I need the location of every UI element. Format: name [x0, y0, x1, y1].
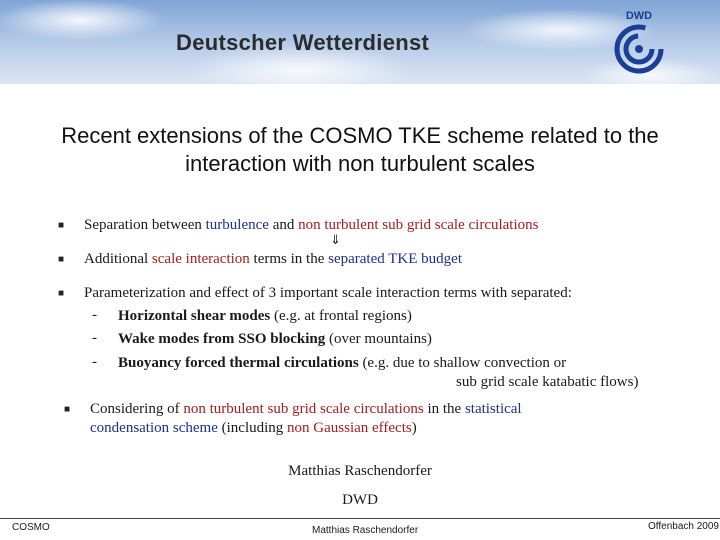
title-line-1: Recent extensions of the COSMO TKE scheme related to the: [61, 123, 659, 148]
bullet-marker: ■: [58, 254, 65, 265]
dash-marker: -: [92, 307, 97, 323]
logo-text: DWD: [625, 10, 653, 22]
title-line-2: interaction with non turbulent scales: [185, 151, 535, 176]
subitem-2-bold: Wake modes from SSO blocking: [118, 331, 326, 347]
subitem-2-rest: (over mountains): [325, 331, 432, 347]
presenter-name: Matthias Raschendorfer: [288, 463, 432, 479]
bullet-4-condensation: condensation scheme: [90, 420, 218, 436]
bullet-4-statistical: statistical: [464, 401, 522, 417]
bullet-4-text: Considering of: [90, 401, 184, 417]
bullet-1-text: Separation between: [84, 217, 206, 233]
bullet-4-text: (including: [217, 420, 288, 436]
subitem-2: [118, 330, 432, 349]
bullet-1-turbulence: turbulence: [205, 217, 269, 233]
bullet-4-text: in the: [423, 401, 465, 417]
dwd-logo: [614, 10, 664, 74]
bullet-1: [84, 216, 538, 235]
footer-center: Matthias Raschendorfer: [312, 525, 419, 536]
subitem-1-rest: (e.g. at frontal regions): [270, 308, 412, 324]
swirl-icon: [614, 24, 664, 74]
bullet-2-tke-budget: TKE budget: [388, 251, 462, 267]
brand-title: Deutscher Wetterdienst: [176, 30, 430, 55]
subitem-1: [118, 307, 412, 326]
bullet-marker: ■: [64, 404, 71, 415]
bullet-2-separated: separated: [328, 251, 385, 267]
bullet-4-non-gaussian: non Gaussian effects: [287, 420, 412, 436]
subitem-3: [118, 354, 566, 373]
bullet-4-text: ): [411, 420, 417, 436]
presenter-org: DWD: [342, 492, 378, 508]
bullet-2-text: terms in the: [249, 251, 329, 267]
bullet-2-text: Additional: [84, 251, 152, 267]
bullet-2-scale-interaction: scale interaction: [151, 251, 250, 267]
bullet-3-intro: Parameterization and effect of 3 important scale interaction terms with separated:: [84, 285, 572, 301]
subitem-1-bold: Horizontal shear modes: [118, 308, 271, 324]
bullet-4-line-2: [90, 419, 417, 438]
footer-right: Offenbach 2009: [648, 521, 719, 532]
bullet-marker: ■: [58, 288, 65, 299]
subitem-3-rest: (e.g. due to shallow convection or: [358, 355, 567, 371]
bullet-marker: ■: [58, 220, 65, 231]
bullet-1-circulations: non turbulent sub grid scale circulations: [298, 217, 539, 233]
bullet-4-line-1: [90, 400, 522, 419]
footer-divider: [0, 518, 720, 519]
dash-marker: -: [92, 330, 97, 346]
bullet-4-circulations: non turbulent sub grid scale circulations: [183, 401, 424, 417]
slide-title: [20, 122, 700, 178]
bullet-1-text: and: [268, 217, 299, 233]
bullet-2: [84, 250, 462, 269]
dash-marker: -: [92, 354, 97, 370]
subitem-3-bold: Buoyancy forced thermal circulations: [118, 355, 359, 371]
footer-left: COSMO: [12, 522, 50, 533]
down-arrow-icon: ⇓: [330, 232, 341, 247]
header-banner: [0, 0, 720, 84]
subitem-3-continuation: sub grid scale katabatic flows): [456, 374, 639, 390]
